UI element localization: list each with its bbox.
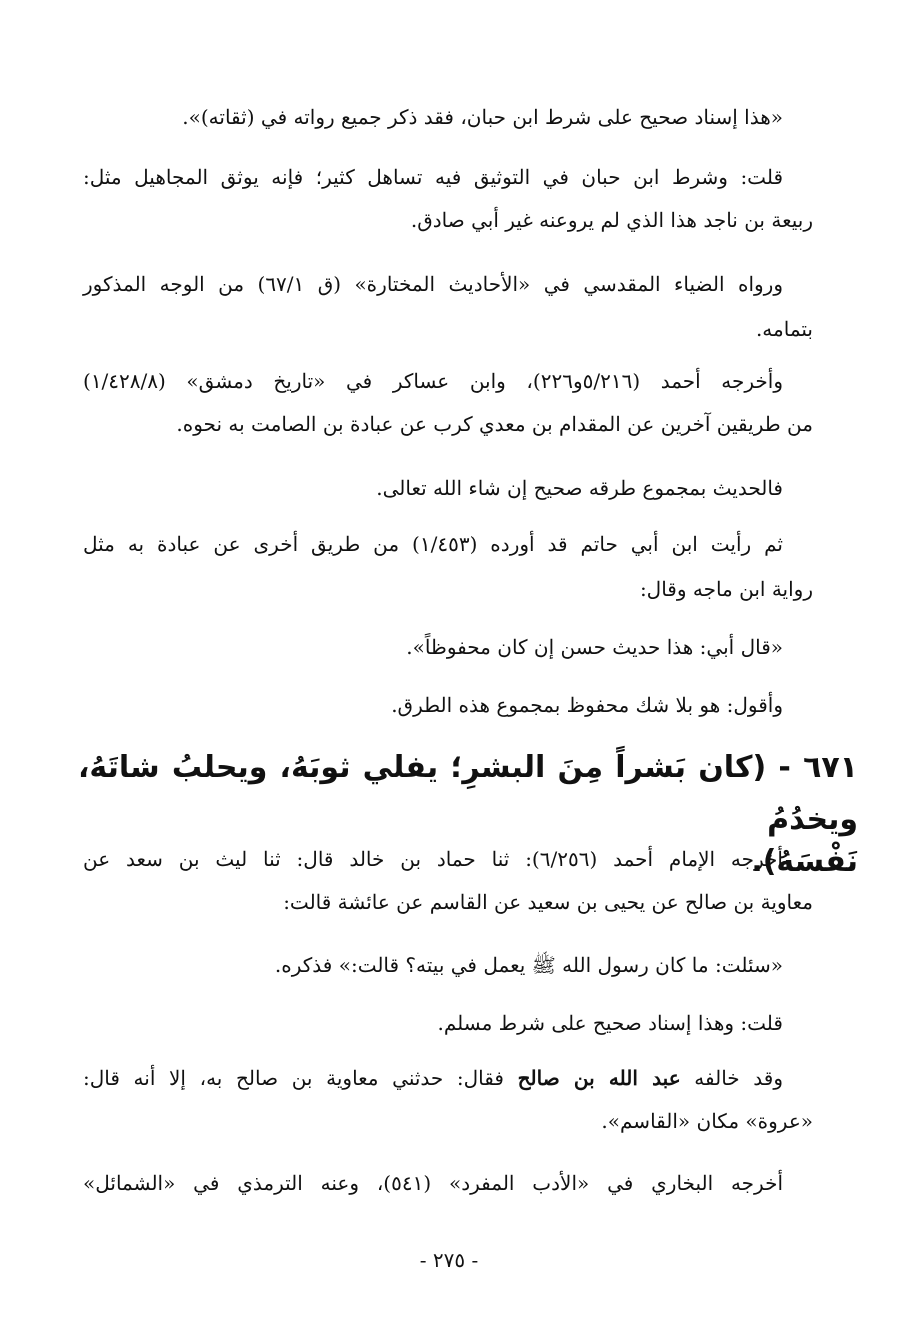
text-line: «هذا إسناد صحيح على شرط ابن حبان، فقد ذكر جميع رواته في (ثقاته)».: [182, 105, 783, 129]
paragraph: [83, 92, 813, 143]
heading-line: نَفْسَهُ).: [751, 844, 858, 879]
paragraph: [83, 622, 813, 673]
page-number: - ٢٧٥ -: [419, 1248, 479, 1272]
text-line: فالحديث بمجموع طرقه صحيح إن شاء الله تعالى.: [376, 476, 783, 500]
text-line: «عروة» مكان «القاسم».: [601, 1109, 813, 1133]
paragraph: [83, 356, 813, 450]
text-line: رواية ابن ماجه وقال:: [639, 577, 813, 601]
text-line: ورواه الضياء المقدسي في «الأحاديث المختارة» (ق ٦٧/١) من الوجه المذكور: [83, 272, 783, 296]
text-line: «سئلت: ما كان رسول الله ﷺ يعمل في بيته؟ قالت:» فذكره.: [274, 953, 783, 977]
paragraph: [83, 463, 813, 514]
text-span: فقال: حدثني معاوية بن صالح به، إلا أنه قال:: [83, 1066, 518, 1090]
text-line: من طريقين آخرين عن المقدام بن معدي كرب عن عبادة بن الصامت به نحوه.: [176, 412, 813, 436]
text-line: معاوية بن صالح عن يحيى بن سعيد عن القاسم عن عائشة قالت:: [283, 890, 813, 914]
text-line: وأقول: هو بلا شك محفوظ بمجموع هذه الطرق.: [391, 693, 783, 717]
heading-line: ٦٧١ - (كان بَشراً مِنَ البشرِ؛ يفلي ثوبَهُ، ويحلبُ شاتَهُ، ويخدُمُ: [78, 750, 858, 837]
text-line: وأخرجه أحمد (٥/٢١٦و٢٢٦)، وابن عساكر في «تاريخ دمشق» (١/٤٢٨/٨): [83, 369, 783, 393]
paragraph: [83, 152, 813, 246]
text-line: قلت: وشرط ابن حبان في التوثيق فيه تساهل كثير؛ فإنه يوثق المجاهيل مثل:: [83, 165, 783, 189]
paragraph: [83, 1053, 813, 1147]
text-span: وقد خالفه: [680, 1066, 784, 1090]
paragraph: [83, 1158, 813, 1209]
paragraph: [83, 834, 813, 928]
paragraph: [83, 940, 813, 991]
paragraph: [83, 998, 813, 1049]
text-line: ثم رأيت ابن أبي حاتم قد أورده (١/٤٥٣) من طريق أخرى عن عبادة به مثل: [83, 532, 783, 556]
text-line: أخرجه الإمام أحمد (٦/٢٥٦): ثنا حماد بن خالد قال: ثنا ليث بن سعد عن: [83, 847, 783, 871]
paragraph: [83, 680, 813, 731]
text-line: «قال أبي: هذا حديث حسن إن كان محفوظاً».: [406, 635, 783, 659]
narrator-name: عبد الله بن صالح: [517, 1066, 681, 1090]
paragraph: [83, 259, 813, 355]
text-line: أخرجه البخاري في «الأدب المفرد» (٥٤١)، وعنه الترمذي في «الشمائل»: [83, 1171, 784, 1195]
text-line: ربيعة بن ناجد هذا الذي لم يروعنه غير أبي صادق.: [410, 208, 813, 232]
text-line: بتمامه.: [755, 317, 813, 341]
paragraph: [83, 519, 813, 615]
text-line: قلت: وهذا إسناد صحيح على شرط مسلم.: [437, 1011, 783, 1035]
